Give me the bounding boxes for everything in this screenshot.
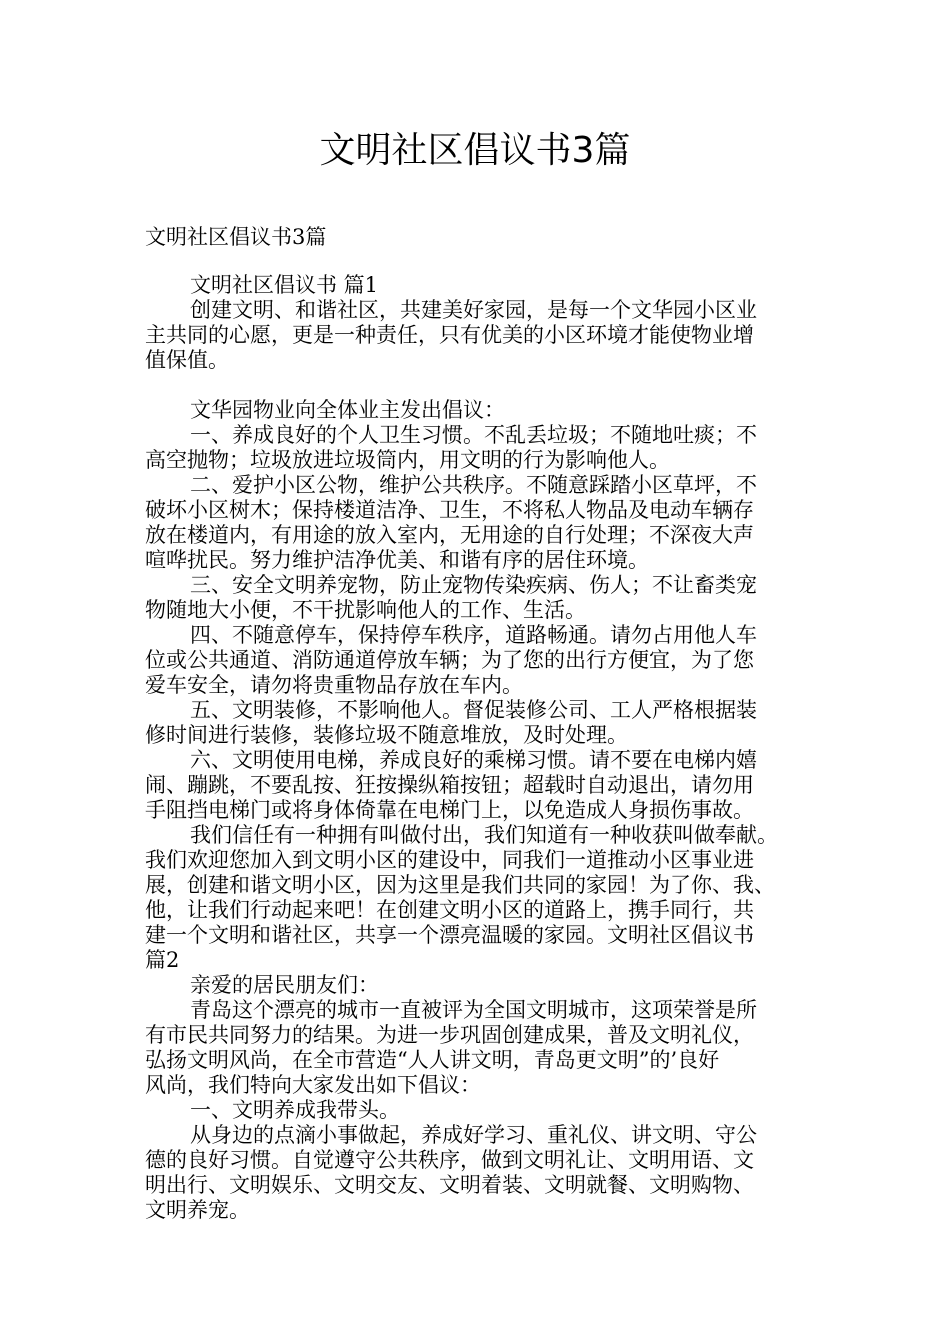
paragraph-line: 闹、蹦跳，不要乱按、狂按操纵箱按钮；超载时自动退出，请勿用 (145, 773, 754, 797)
paragraph-line: 爱车安全，请勿将贵重物品存放在车内。 (145, 673, 523, 697)
paragraph-line: 展，创建和谐文明小区，因为这里是我们共同的家园！为了你、我、 (145, 873, 775, 897)
document-title: 文明社区倡议书3篇 (319, 130, 631, 171)
paragraph-line: 一、养成良好的个人卫生习惯。不乱丢垃圾；不随地吐痰；不 (190, 423, 757, 447)
paragraph-line: 物随地大小便，不干扰影响他人的工作、生活。 (145, 598, 586, 622)
paragraph-line: 文明养宠。 (145, 1198, 250, 1222)
paragraph-line: 值保值。 (145, 348, 229, 372)
paragraph-line: 二、爱护小区公物，维护公共秩序。不随意踩踏小区草坪，不 (190, 473, 757, 497)
salutation-line: 亲爱的居民朋友们： (190, 973, 379, 997)
paragraph-line: 修时间进行装修，装修垃圾不随意堆放，及时处理。 (145, 723, 628, 747)
paragraph-line: 三、安全文明养宠物，防止宠物传染疾病、伤人；不让畜类宠 (190, 573, 757, 597)
subtitle-line: 文明社区倡议书3篇 (145, 225, 327, 249)
paragraph-line: 明出行、文明娱乐、文明交友、文明着装、文明就餐、文明购物、 (145, 1173, 754, 1197)
paragraph-line: 高空抛物；垃圾放进垃圾筒内，用文明的行为影响他人。 (145, 448, 670, 472)
paragraph-line: 六、文明使用电梯，养成良好的乘梯习惯。请不要在电梯内嬉 (190, 748, 757, 772)
paragraph-line: 我们欢迎您加入到文明小区的建设中，同我们一道推动小区事业进 (145, 848, 754, 872)
paragraph-line: 喧哗扰民。努力维护洁净优美、和谐有序的居住环境。 (145, 548, 649, 572)
paragraph-line: 手阻挡电梯门或将身体倚靠在电梯门上，以免造成人身损伤事故。 (145, 798, 754, 822)
paragraph-line: 青岛这个漂亮的城市一直被评为全国文明城市，这项荣誉是所 (190, 998, 757, 1022)
paragraph-line: 有市民共同努力的结果。为进一步巩固创建成果，普及文明礼仪， (145, 1023, 754, 1047)
paragraph-line: 他，让我们行动起来吧！在创建文明小区的道路上，携手同行，共 (145, 898, 754, 922)
paragraph-line: 破坏小区树木；保持楼道洁净、卫生，不将私人物品及电动车辆存 (145, 498, 754, 522)
section-heading-1: 文明社区倡议书 篇1 (190, 273, 379, 297)
paragraph-line: 位或公共通道、消防通道停放车辆；为了您的出行方便宜，为了您 (145, 648, 754, 672)
paragraph-line: 我们信任有一种拥有叫做付出，我们知道有一种收获叫做奉献。 (190, 823, 778, 847)
paragraph-line: 一、文明养成我带头。 (190, 1098, 400, 1122)
paragraph-line: 文华园物业向全体业主发出倡议： (190, 398, 505, 422)
paragraph-line: 四、不随意停车，保持停车秩序，道路畅通。请勿占用他人车 (190, 623, 757, 647)
paragraph-line: 德的良好习惯。自觉遵守公共秩序，做到文明礼让、文明用语、文 (145, 1148, 754, 1172)
paragraph-line: 建一个文明和谐社区，共享一个漂亮温暖的家园。文明社区倡议书 (145, 923, 754, 947)
paragraph-line: 创建文明、和谐社区，共建美好家园，是每一个文华园小区业 (190, 298, 757, 322)
paragraph-line: 风尚，我们特向大家发出如下倡议： (145, 1073, 481, 1097)
paragraph-line: 从身边的点滴小事做起，养成好学习、重礼仪、讲文明、守公 (190, 1123, 757, 1147)
paragraph-line: 弘扬文明风尚，在全市营造“人人讲文明，青岛更文明”的’良好 (145, 1048, 720, 1072)
paragraph-line: 主共同的心愿，更是一种责任，只有优美的小区环境才能使物业增 (145, 323, 754, 347)
paragraph-line: 五、文明装修，不影响他人。督促装修公司、工人严格根据装 (190, 698, 757, 722)
section-heading-2: 篇2 (145, 948, 180, 972)
paragraph-line: 放在楼道内，有用途的放入室内，无用途的自行处理；不深夜大声 (145, 523, 754, 547)
